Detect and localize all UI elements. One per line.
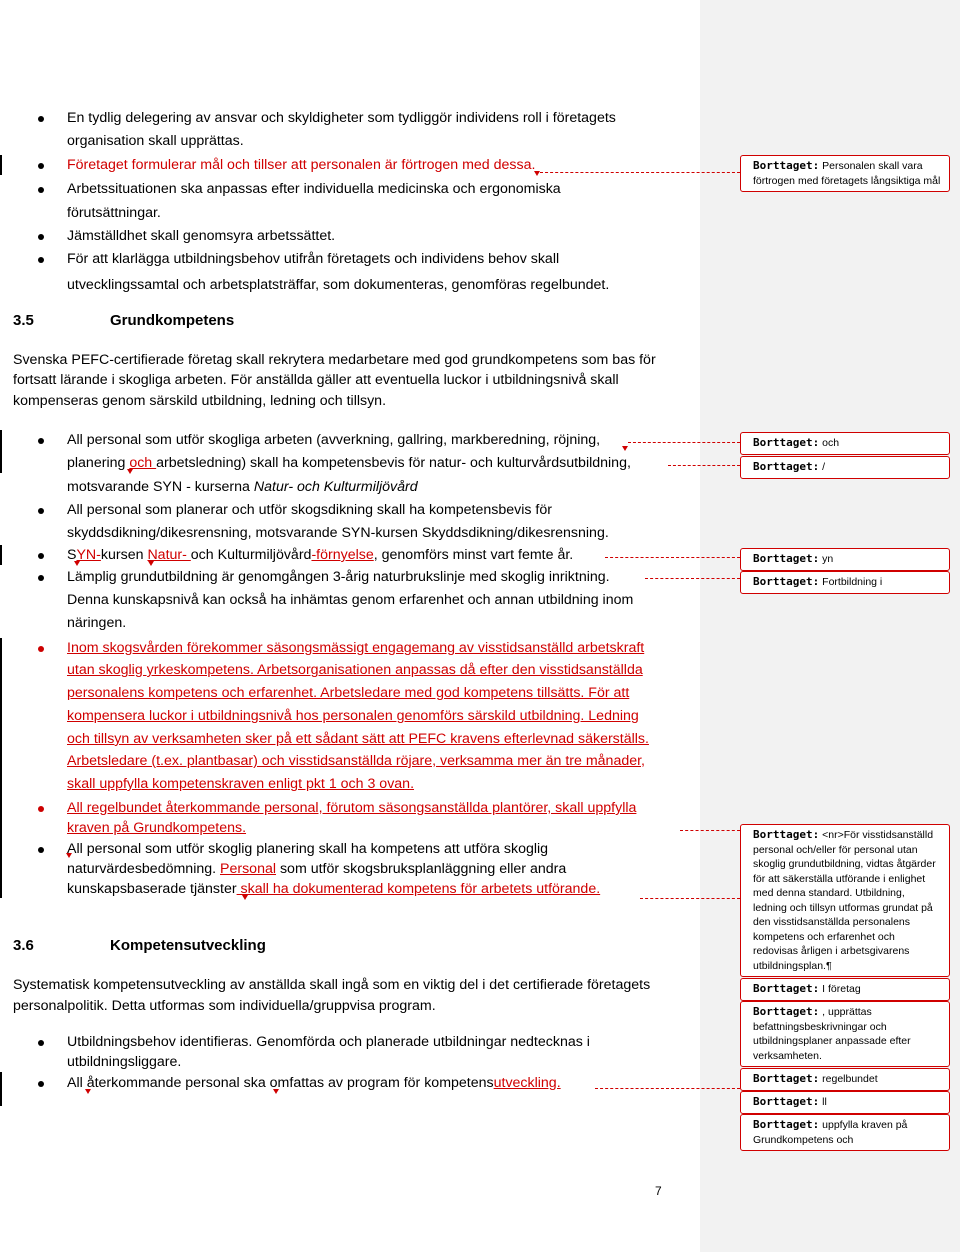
inserted-text: Natur- — [147, 547, 191, 563]
comment-label: Borttaget: — [753, 828, 820, 841]
comment-balloon-deleted[interactable] — [740, 824, 950, 977]
list-item-text: Utbildningsbehov identifieras. Genomförda och planerade utbildningar nedtecknas i — [67, 1034, 590, 1050]
bullet-icon — [38, 163, 44, 169]
comment-label: Borttaget: — [753, 159, 820, 172]
bullet-icon — [38, 1040, 44, 1046]
list-item-text: skyddsdikning/dikesrensning, motsvarande SYN-kursen Skyddsdikning/dikesrensning. — [67, 525, 609, 541]
change-bar — [0, 545, 2, 565]
comment-balloon-deleted[interactable] — [740, 1001, 950, 1067]
comment-text: , upprättas befattningsbeskrivningar och utbildningsplaner anpassade efter verksamheten. — [753, 1006, 911, 1062]
text-run: naturvärdesbedömning. — [67, 861, 221, 877]
comment-connector — [628, 442, 740, 443]
bullet-icon — [38, 806, 44, 812]
insertion-caret-icon — [127, 469, 133, 474]
list-item-text: En tydlig delegering av ansvar och skyldigheter som tydliggör individens roll i företagets — [67, 110, 616, 126]
comment-balloon-deleted[interactable] — [740, 1091, 950, 1114]
insertion-caret-icon — [85, 1089, 91, 1094]
list-item-text: Jämställdhet skall genomsyra arbetssättet. — [67, 228, 336, 244]
comment-balloon-deleted[interactable] — [740, 548, 950, 571]
comment-connector — [645, 578, 740, 579]
change-bar — [0, 430, 2, 473]
list-item-text: organisation skall upprättas. — [67, 133, 244, 149]
text-run: motsvarande SYN - kurserna — [67, 479, 254, 495]
inserted-text: kraven på Grundkompetens. — [67, 820, 247, 836]
insertion-caret-icon — [74, 561, 80, 566]
bullet-icon — [38, 847, 44, 853]
comment-balloon-deleted[interactable] — [740, 978, 950, 1001]
comment-text: / — [822, 461, 826, 473]
paragraph-line: fortsatt lärande i skogliga arbeten. För anställda gäller att eventuella luckor i utbildningsnivå skall — [13, 372, 619, 388]
bullet-icon — [38, 234, 44, 240]
paragraph-line: Systematisk kompetensutveckling av anställda skall ingå som en viktig del i det certifierade företagets — [13, 977, 651, 993]
comment-text: I företag — [822, 983, 861, 995]
course-name: Natur- och Kulturmiljövård — [253, 479, 418, 495]
comment-balloon-deleted[interactable] — [740, 571, 950, 594]
text-run: planering — [67, 455, 130, 471]
inserted-text: All regelbundet återkommande personal, förutom säsongsanställda plantörer, skall uppfylla — [67, 800, 637, 816]
text-run: kursen — [100, 547, 148, 563]
comment-text: yn — [822, 553, 834, 565]
list-item-text: utbildningsliggare. — [67, 1054, 182, 1070]
inserted-text: Personal — [220, 861, 277, 877]
text-run: kunskapsbaserade tjänster — [67, 881, 237, 897]
list-item-text — [67, 453, 631, 473]
text-run: och Kulturmiljövård — [190, 547, 312, 563]
insertion-caret-icon — [273, 1089, 279, 1094]
list-item-text — [67, 1073, 561, 1093]
bullet-icon — [38, 646, 44, 652]
comment-text: och — [822, 437, 840, 449]
section-number: 3.5 — [13, 312, 34, 329]
comment-connector — [668, 465, 740, 466]
bullet-icon — [38, 257, 44, 263]
list-item-text: Företaget formulerar mål och tillser att personalen är förtrogen med dessa. — [67, 157, 536, 173]
comment-text: ll — [822, 1096, 827, 1108]
comment-label: Borttaget: — [753, 552, 820, 565]
change-bar — [0, 155, 2, 175]
comment-balloon-deleted[interactable] — [740, 155, 950, 192]
comment-text: Fortbildning i — [822, 576, 883, 588]
comment-balloon-deleted[interactable] — [740, 432, 950, 455]
inserted-text: utveckling. — [493, 1075, 561, 1091]
comment-balloon-deleted[interactable] — [740, 456, 950, 479]
comment-label: Borttaget: — [753, 1118, 820, 1131]
comment-label: Borttaget: — [753, 982, 820, 995]
inserted-text: -förnyelse — [311, 547, 374, 563]
comment-connector — [640, 898, 740, 899]
list-item-text: utvecklingssamtal och arbetsplatsträffar, som dokumenteras, genomföras regelbundet. — [67, 277, 610, 293]
list-item-text — [67, 545, 573, 565]
comment-label: Borttaget: — [753, 1072, 820, 1085]
list-item-text: Lämplig grundutbildning är genomgången 3-årig naturbrukslinje med skoglig inriktning. — [67, 569, 610, 585]
bullet-icon — [38, 1081, 44, 1087]
list-item-text: Arbetssituationen ska anpassas efter individuella medicinska och ergonomiska — [67, 181, 561, 197]
bullet-icon — [38, 508, 44, 514]
paragraph-line: Svenska PEFC-certifierade företag skall rekrytera medarbetare med god grundkompetens som bas för — [13, 352, 656, 368]
inserted-text: personalens kompetens och erfarenhet. Arbetsledare med god kompetens tillsätts. För att — [67, 685, 630, 701]
comment-text: uppfylla kraven på Grundkompetens och — [753, 1119, 908, 1146]
inserted-text: skall uppfylla kompetenskraven enligt pkt 1 och 3 ovan. — [67, 776, 415, 792]
list-item-text — [67, 477, 418, 497]
comment-text: Personalen skall vara förtrogen med företagets långsiktiga mål — [753, 160, 941, 187]
insertion-caret-icon — [148, 561, 154, 566]
comment-label: Borttaget: — [753, 460, 820, 473]
inserted-text: Inom skogsvården förekommer säsongsmässigt engagemang av visstidsanställd arbetskraft — [67, 640, 645, 656]
inserted-text: YN- — [76, 547, 101, 563]
comment-label: Borttaget: — [753, 1005, 820, 1018]
comment-text: <nr>För visstidsanställd personal och/eller för personal utan skoglig grundutbildning, vidtas åtgärder för att säkerställa utförande i enlighet med denna standard. Utbildning, ledning och tillsyn utformas grundat på den visstidsanställda personalens kompetens och erfarenhet och redovisas årligen i arbetsgivarens utbildningsplan.¶ — [753, 829, 936, 972]
paragraph-line: personalpolitik. Detta utformas som individuella/gruppvisa program. — [13, 998, 436, 1014]
insertion-caret-icon — [622, 446, 628, 451]
page-number: 7 — [655, 1184, 662, 1198]
comment-connector — [595, 1088, 740, 1089]
inserted-text: och tillsyn av verksamheten sker på ett sådant sätt att PEFC kravens efterlevnad säkerställs. — [67, 731, 649, 747]
inserted-text: skall ha dokumenterad kompetens för arbetets utförande. — [236, 881, 601, 897]
comment-connector — [540, 172, 740, 173]
bullet-icon — [38, 438, 44, 444]
section-heading: Grundkompetens — [110, 312, 235, 329]
list-item-text — [67, 879, 600, 899]
insertion-caret-icon — [66, 853, 72, 858]
list-item-text: All personal som planerar och utför skogsdikning skall ha kompetensbevis för — [67, 502, 552, 518]
text-run: , genomförs minst vart femte år. — [373, 547, 574, 563]
inserted-text: Arbetsledare (t.ex. plantbasar) och visstidsanställda röjare, verksamma mer än tre månader, — [67, 753, 646, 769]
change-bar — [0, 1072, 2, 1106]
inserted-text: utan skoglig yrkeskompetens. Arbetsorganisationen anpassas då efter den visstidsanställda — [67, 662, 643, 678]
text-run: som utför skogsbruksplanläggning eller andra — [276, 861, 567, 877]
inserted-text: och — [129, 455, 157, 471]
inserted-text: kompensera luckor i utbildningsnivå hos personalen genomförs särskild utbildning. Ledning — [67, 708, 639, 724]
list-item-text: förutsättningar. — [67, 205, 161, 221]
comment-connector — [680, 830, 740, 831]
list-item-text: Denna kunskapsnivå kan också ha inhämtas genom erfarenhet och annan utbildning inom — [67, 592, 634, 608]
list-item-text: För att klarlägga utbildningsbehov utifrån företagets och individens behov skall — [67, 251, 560, 267]
text-run: All återkommande personal ska omfattas av program för kompetens — [67, 1075, 494, 1091]
list-item-text: All personal som utför skoglig planering skall ha kompetens att utföra skoglig — [67, 841, 549, 857]
bullet-icon — [38, 575, 44, 581]
comment-balloon-deleted[interactable] — [740, 1114, 950, 1151]
comment-label: Borttaget: — [753, 575, 820, 588]
comment-text: regelbundet — [822, 1073, 878, 1085]
comment-label: Borttaget: — [753, 436, 820, 449]
bullet-icon — [38, 553, 44, 559]
section-heading: Kompetensutveckling — [110, 937, 266, 954]
insertion-caret-icon — [242, 895, 248, 900]
change-bar — [0, 638, 2, 898]
text-run: S — [67, 547, 77, 563]
text-run: arbetsledning) skall ha kompetensbevis för natur- och kulturvårdsutbildning, — [156, 455, 631, 471]
list-item-text: näringen. — [67, 615, 127, 631]
bullet-icon — [38, 116, 44, 122]
list-item-text — [67, 859, 566, 879]
bullet-icon — [38, 187, 44, 193]
list-item-text: All personal som utför skogliga arbeten (avverkning, gallring, markberedning, röjning, — [67, 432, 601, 448]
paragraph-line: kompenseras genom särskild utbildning, ledning och tillsyn. — [13, 393, 387, 409]
comment-label: Borttaget: — [753, 1095, 820, 1108]
comment-connector — [605, 557, 740, 558]
comment-balloon-deleted[interactable] — [740, 1068, 950, 1091]
section-number: 3.6 — [13, 937, 34, 954]
